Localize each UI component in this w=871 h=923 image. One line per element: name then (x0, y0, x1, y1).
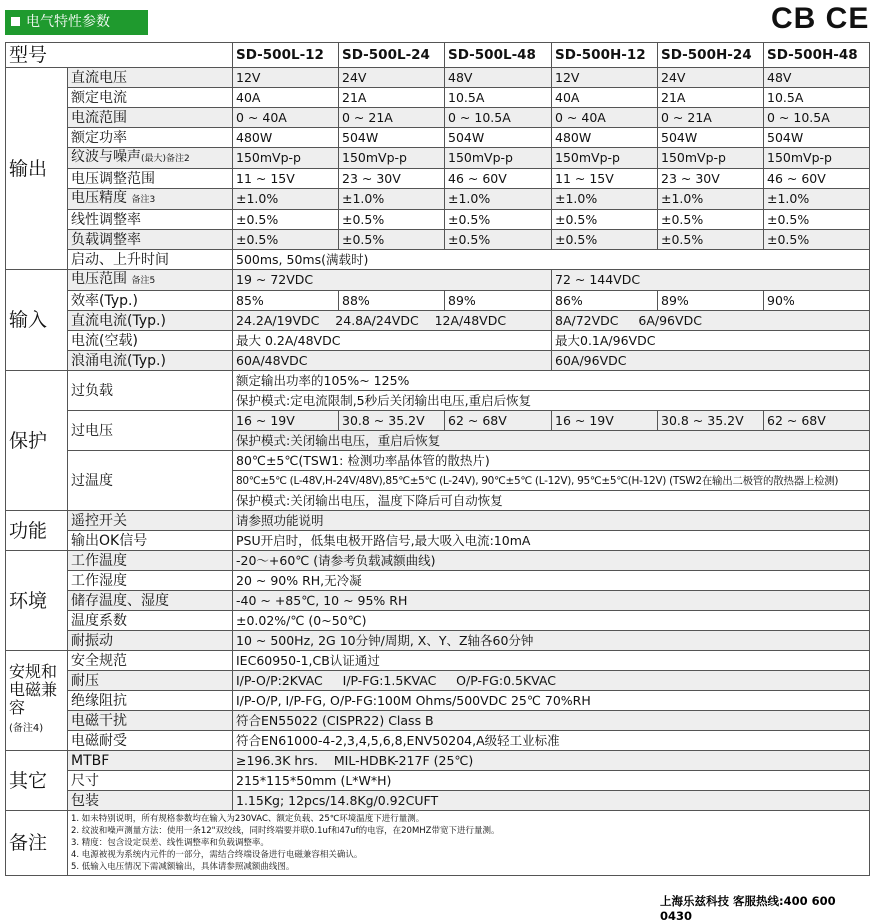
value-cell: 0 ~ 40A (552, 108, 658, 128)
value-cell: 符合EN61000-4-2,3,4,5,6,8,ENV50204,A级轻工业标准 (233, 731, 870, 751)
table-row (6, 311, 870, 331)
row-label: 直流电压 (68, 68, 233, 88)
model-cell: SD-500L-12 (233, 43, 339, 68)
value-cell: 89% (445, 291, 552, 311)
value-cell: 16 ~ 19V (233, 411, 339, 431)
row-label: 效率(Typ.) (68, 291, 233, 311)
table-row (6, 671, 870, 691)
row-label: 启动、上升时间 (68, 250, 233, 270)
note-line: 3. 精度：包含设定误差、线性调整率和负载调整率。 (71, 838, 269, 848)
table-row (6, 771, 870, 791)
category-function: 功能 (6, 511, 68, 551)
value-cell: ±1.0% (764, 189, 870, 210)
notes-row (6, 811, 870, 876)
row-label (68, 270, 233, 291)
value-cell: 符合EN55022 (CISPR22) Class B (233, 711, 870, 731)
value-cell: ±0.5% (233, 210, 339, 230)
row-label: 尺寸 (68, 771, 233, 791)
value-cell: 8A/72VDC 6A/96VDC (552, 311, 870, 331)
table-row (6, 108, 870, 128)
table-row (6, 331, 870, 351)
table-row (6, 691, 870, 711)
row-label: 包装 (68, 791, 233, 811)
note-line: 5. 低输入电压情况下需减额输出，具体请参照减额曲线图。 (71, 862, 295, 872)
value-cell: 88% (339, 291, 445, 311)
value-cell: ±1.0% (658, 189, 764, 210)
value-cell: 30.8 ~ 35.2V (658, 411, 764, 431)
table-row (6, 731, 870, 751)
model-label: 型号 (6, 43, 233, 68)
row-label: 工作温度 (68, 551, 233, 571)
value-cell: 500ms, 50ms(满载时) (233, 250, 870, 270)
row-label: 温度系数 (68, 611, 233, 631)
note-line: 4. 电源被视为系统内元件的一部分，需结合终端设备进行电磁兼容相关确认。 (71, 850, 363, 860)
row-label-note: 备注5 (131, 276, 156, 286)
value-cell: 150mVp-p (658, 148, 764, 169)
table-row (6, 148, 870, 169)
value-cell: -40 ~ +85℃, 10 ~ 95% RH (233, 591, 870, 611)
value-cell: 150mVp-p (339, 148, 445, 169)
value-cell: 480W (233, 128, 339, 148)
row-label: 直流电流(Typ.) (68, 311, 233, 331)
category-input: 输入 (6, 270, 68, 371)
category-safety-text: 安规和电磁兼容 (9, 662, 58, 717)
value-cell: 最大0.1A/96VDC (552, 331, 870, 351)
row-label: 遥控开关 (68, 511, 233, 531)
row-label: 过负载 (68, 371, 233, 411)
value-cell: 21A (339, 88, 445, 108)
value-cell: 21A (658, 88, 764, 108)
table-row (6, 68, 870, 88)
model-row (6, 43, 870, 68)
category-notes: 备注 (6, 811, 68, 876)
value-cell: 10.5A (764, 88, 870, 108)
model-cell: SD-500H-48 (764, 43, 870, 68)
value-cell: 0 ~ 10.5A (445, 108, 552, 128)
row-label-note: (最大)备注2 (141, 154, 190, 164)
category-others: 其它 (6, 751, 68, 811)
row-label: 耐压 (68, 671, 233, 691)
value-cell: I/P-O/P:2KVAC I/P-FG:1.5KVAC O/P-FG:0.5KVAC (233, 671, 870, 691)
table-row (6, 128, 870, 148)
row-label: 过温度 (68, 451, 233, 511)
value-cell: 10 ~ 500Hz, 2G 10分钟/周期, X、Y、Z轴各60分钟 (233, 631, 870, 651)
row-label: 电流范围 (68, 108, 233, 128)
value-cell: 62 ~ 68V (764, 411, 870, 431)
value-cell: 23 ~ 30V (339, 169, 445, 189)
table-row (6, 230, 870, 250)
table-row (6, 531, 870, 551)
value-cell: 11 ~ 15V (552, 169, 658, 189)
value-cell: 85% (233, 291, 339, 311)
value-cell: 0 ~ 40A (233, 108, 339, 128)
value-cell: -20～+60℃ (请参考负载减额曲线) (233, 551, 870, 571)
row-label: 额定电流 (68, 88, 233, 108)
table-row (6, 611, 870, 631)
table-row (6, 169, 870, 189)
row-label-text: 纹波与噪声 (71, 149, 141, 165)
section-title (5, 10, 148, 35)
row-label: 电磁干扰 (68, 711, 233, 731)
value-cell: I/P-O/P, I/P-FG, O/P-FG:100M Ohms/500VDC 25℃ 70%RH (233, 691, 870, 711)
table-row (6, 751, 870, 771)
value-cell: 23 ~ 30V (658, 169, 764, 189)
value-cell: 24V (658, 68, 764, 88)
note-line: 2. 纹波和噪声测量方法：使用一条12"双绞线，同时终端要并联0.1uf和47uf的电容，在20MHZ带宽下进行量测。 (71, 826, 500, 836)
table-row (6, 551, 870, 571)
value-cell: ±0.5% (339, 210, 445, 230)
table-row (6, 711, 870, 731)
row-label: 过电压 (68, 411, 233, 451)
value-cell: 40A (233, 88, 339, 108)
value-cell: 60A/96VDC (552, 351, 870, 371)
value-cell: ±1.0% (552, 189, 658, 210)
value-cell: 215*115*50mm (L*W*H) (233, 771, 870, 791)
category-safety-note: (备注4) (9, 723, 44, 734)
value-cell: 0 ~ 10.5A (764, 108, 870, 128)
value-cell: 30.8 ~ 35.2V (339, 411, 445, 431)
model-cell: SD-500H-12 (552, 43, 658, 68)
value-cell: 保护模式:关闭输出电压，温度下降后可自动恢复 (233, 491, 870, 511)
value-cell: 46 ~ 60V (764, 169, 870, 189)
row-label: 输出OK信号 (68, 531, 233, 551)
row-label: 储存温度、湿度 (68, 591, 233, 611)
value-cell: 保护模式:关闭输出电压，重启后恢复 (233, 431, 870, 451)
value-cell: 19 ~ 72VDC (233, 270, 552, 291)
value-cell: 504W (339, 128, 445, 148)
table-row (6, 411, 870, 431)
value-cell: IEC60950-1,CB认证通过 (233, 651, 870, 671)
row-label: 线性调整率 (68, 210, 233, 230)
value-cell: 90% (764, 291, 870, 311)
value-cell: ±1.0% (339, 189, 445, 210)
row-label: 工作湿度 (68, 571, 233, 591)
table-row (6, 571, 870, 591)
row-label: 电磁耐受 (68, 731, 233, 751)
value-cell: 1.15Kg; 12pcs/14.8Kg/0.92CUFT (233, 791, 870, 811)
value-cell: 最大 0.2A/48VDC (233, 331, 552, 351)
value-cell: 11 ~ 15V (233, 169, 339, 189)
notes-cell (68, 811, 870, 876)
value-cell: ±0.5% (658, 230, 764, 250)
row-label-text: 电压精度 (71, 190, 127, 206)
row-label: 负载调整率 (68, 230, 233, 250)
value-cell: 请参照功能说明 (233, 511, 870, 531)
model-cell: SD-500H-24 (658, 43, 764, 68)
value-cell: 48V (764, 68, 870, 88)
value-cell: 150mVp-p (445, 148, 552, 169)
value-cell: 150mVp-p (233, 148, 339, 169)
table-row (6, 651, 870, 671)
row-label: 绝缘阻抗 (68, 691, 233, 711)
value-cell: ±0.5% (658, 210, 764, 230)
row-label: 安全规范 (68, 651, 233, 671)
value-cell: 24V (339, 68, 445, 88)
row-label: 电压调整范围 (68, 169, 233, 189)
value-cell: 24.2A/19VDC 24.8A/24VDC 12A/48VDC (233, 311, 552, 331)
row-label: 额定功率 (68, 128, 233, 148)
row-label: 浪涌电流(Typ.) (68, 351, 233, 371)
table-row (6, 270, 870, 291)
table-row (6, 591, 870, 611)
row-label (68, 189, 233, 210)
table-row (6, 631, 870, 651)
value-cell: 0 ~ 21A (339, 108, 445, 128)
value-cell: PSU开启时，低集电极开路信号,最大吸入电流:10mA (233, 531, 870, 551)
model-cell: SD-500L-48 (445, 43, 552, 68)
value-cell: 480W (552, 128, 658, 148)
square-icon (11, 17, 20, 26)
table-row (6, 451, 870, 471)
value-cell: 20 ~ 90% RH,无冷凝 (233, 571, 870, 591)
spec-table (5, 42, 870, 876)
model-cell: SD-500L-24 (339, 43, 445, 68)
value-cell: 40A (552, 88, 658, 108)
value-cell: ±0.5% (552, 230, 658, 250)
value-cell: 0 ~ 21A (658, 108, 764, 128)
value-cell: 16 ~ 19V (552, 411, 658, 431)
value-cell: ≥196.3K hrs. MIL-HDBK-217F (25℃) (233, 751, 870, 771)
value-cell: 保护模式:定电流限制,5秒后关闭输出电压,重启后恢复 (233, 391, 870, 411)
value-cell: ±0.5% (764, 210, 870, 230)
section-title-text: 电气特性参数 (26, 14, 110, 30)
table-row (6, 210, 870, 230)
value-cell: 504W (658, 128, 764, 148)
table-row (6, 371, 870, 391)
value-cell: ±1.0% (445, 189, 552, 210)
table-row (6, 511, 870, 531)
value-cell: ±0.5% (764, 230, 870, 250)
row-label: 耐振动 (68, 631, 233, 651)
value-cell: ±0.5% (445, 230, 552, 250)
category-safety-emc (6, 651, 68, 751)
table-row (6, 88, 870, 108)
certification-logos: CB CE (771, 2, 870, 35)
value-cell: 额定输出功率的105%~ 125% (233, 371, 870, 391)
value-cell: 504W (764, 128, 870, 148)
category-environment: 环境 (6, 551, 68, 651)
value-cell: 48V (445, 68, 552, 88)
value-cell: 12V (552, 68, 658, 88)
value-cell: 80℃±5℃ (L-48V,H-24V/48V),85℃±5℃ (L-24V), 90℃±5℃ (L-12V), 95℃±5℃(H-12V) (TSW2在输出二极管的散热器上检测) (233, 471, 870, 491)
table-row (6, 351, 870, 371)
value-cell: 150mVp-p (552, 148, 658, 169)
table-row (6, 189, 870, 210)
table-row (6, 791, 870, 811)
table-row (6, 291, 870, 311)
value-cell: 62 ~ 68V (445, 411, 552, 431)
value-cell: 80℃±5℃(TSW1: 检测功率晶体管的散热片) (233, 451, 870, 471)
value-cell: 46 ~ 60V (445, 169, 552, 189)
footer-hotline: 上海乐兹科技 客服热线:400 600 0430 (660, 894, 836, 923)
value-cell: 10.5A (445, 88, 552, 108)
row-label-note: 备注3 (131, 195, 156, 205)
row-label: MTBF (68, 751, 233, 771)
category-output: 输出 (6, 68, 68, 270)
value-cell: 86% (552, 291, 658, 311)
row-label: 电流(空载) (68, 331, 233, 351)
value-cell: 12V (233, 68, 339, 88)
value-cell: 89% (658, 291, 764, 311)
value-cell: ±0.5% (339, 230, 445, 250)
category-protection: 保护 (6, 371, 68, 511)
table-row (6, 250, 870, 270)
value-cell: 60A/48VDC (233, 351, 552, 371)
note-line: 1. 如未特别说明，所有规格参数均在输入为230VAC、额定负载、25℃环境温度下进行量测。 (71, 814, 425, 824)
value-cell: ±1.0% (233, 189, 339, 210)
value-cell: ±0.02%/℃ (0~50℃) (233, 611, 870, 631)
value-cell: 504W (445, 128, 552, 148)
value-cell: 72 ~ 144VDC (552, 270, 870, 291)
value-cell: ±0.5% (233, 230, 339, 250)
row-label-text: 电压范围 (71, 271, 127, 287)
row-label (68, 148, 233, 169)
value-cell: ±0.5% (552, 210, 658, 230)
value-cell: 150mVp-p (764, 148, 870, 169)
value-cell: ±0.5% (445, 210, 552, 230)
